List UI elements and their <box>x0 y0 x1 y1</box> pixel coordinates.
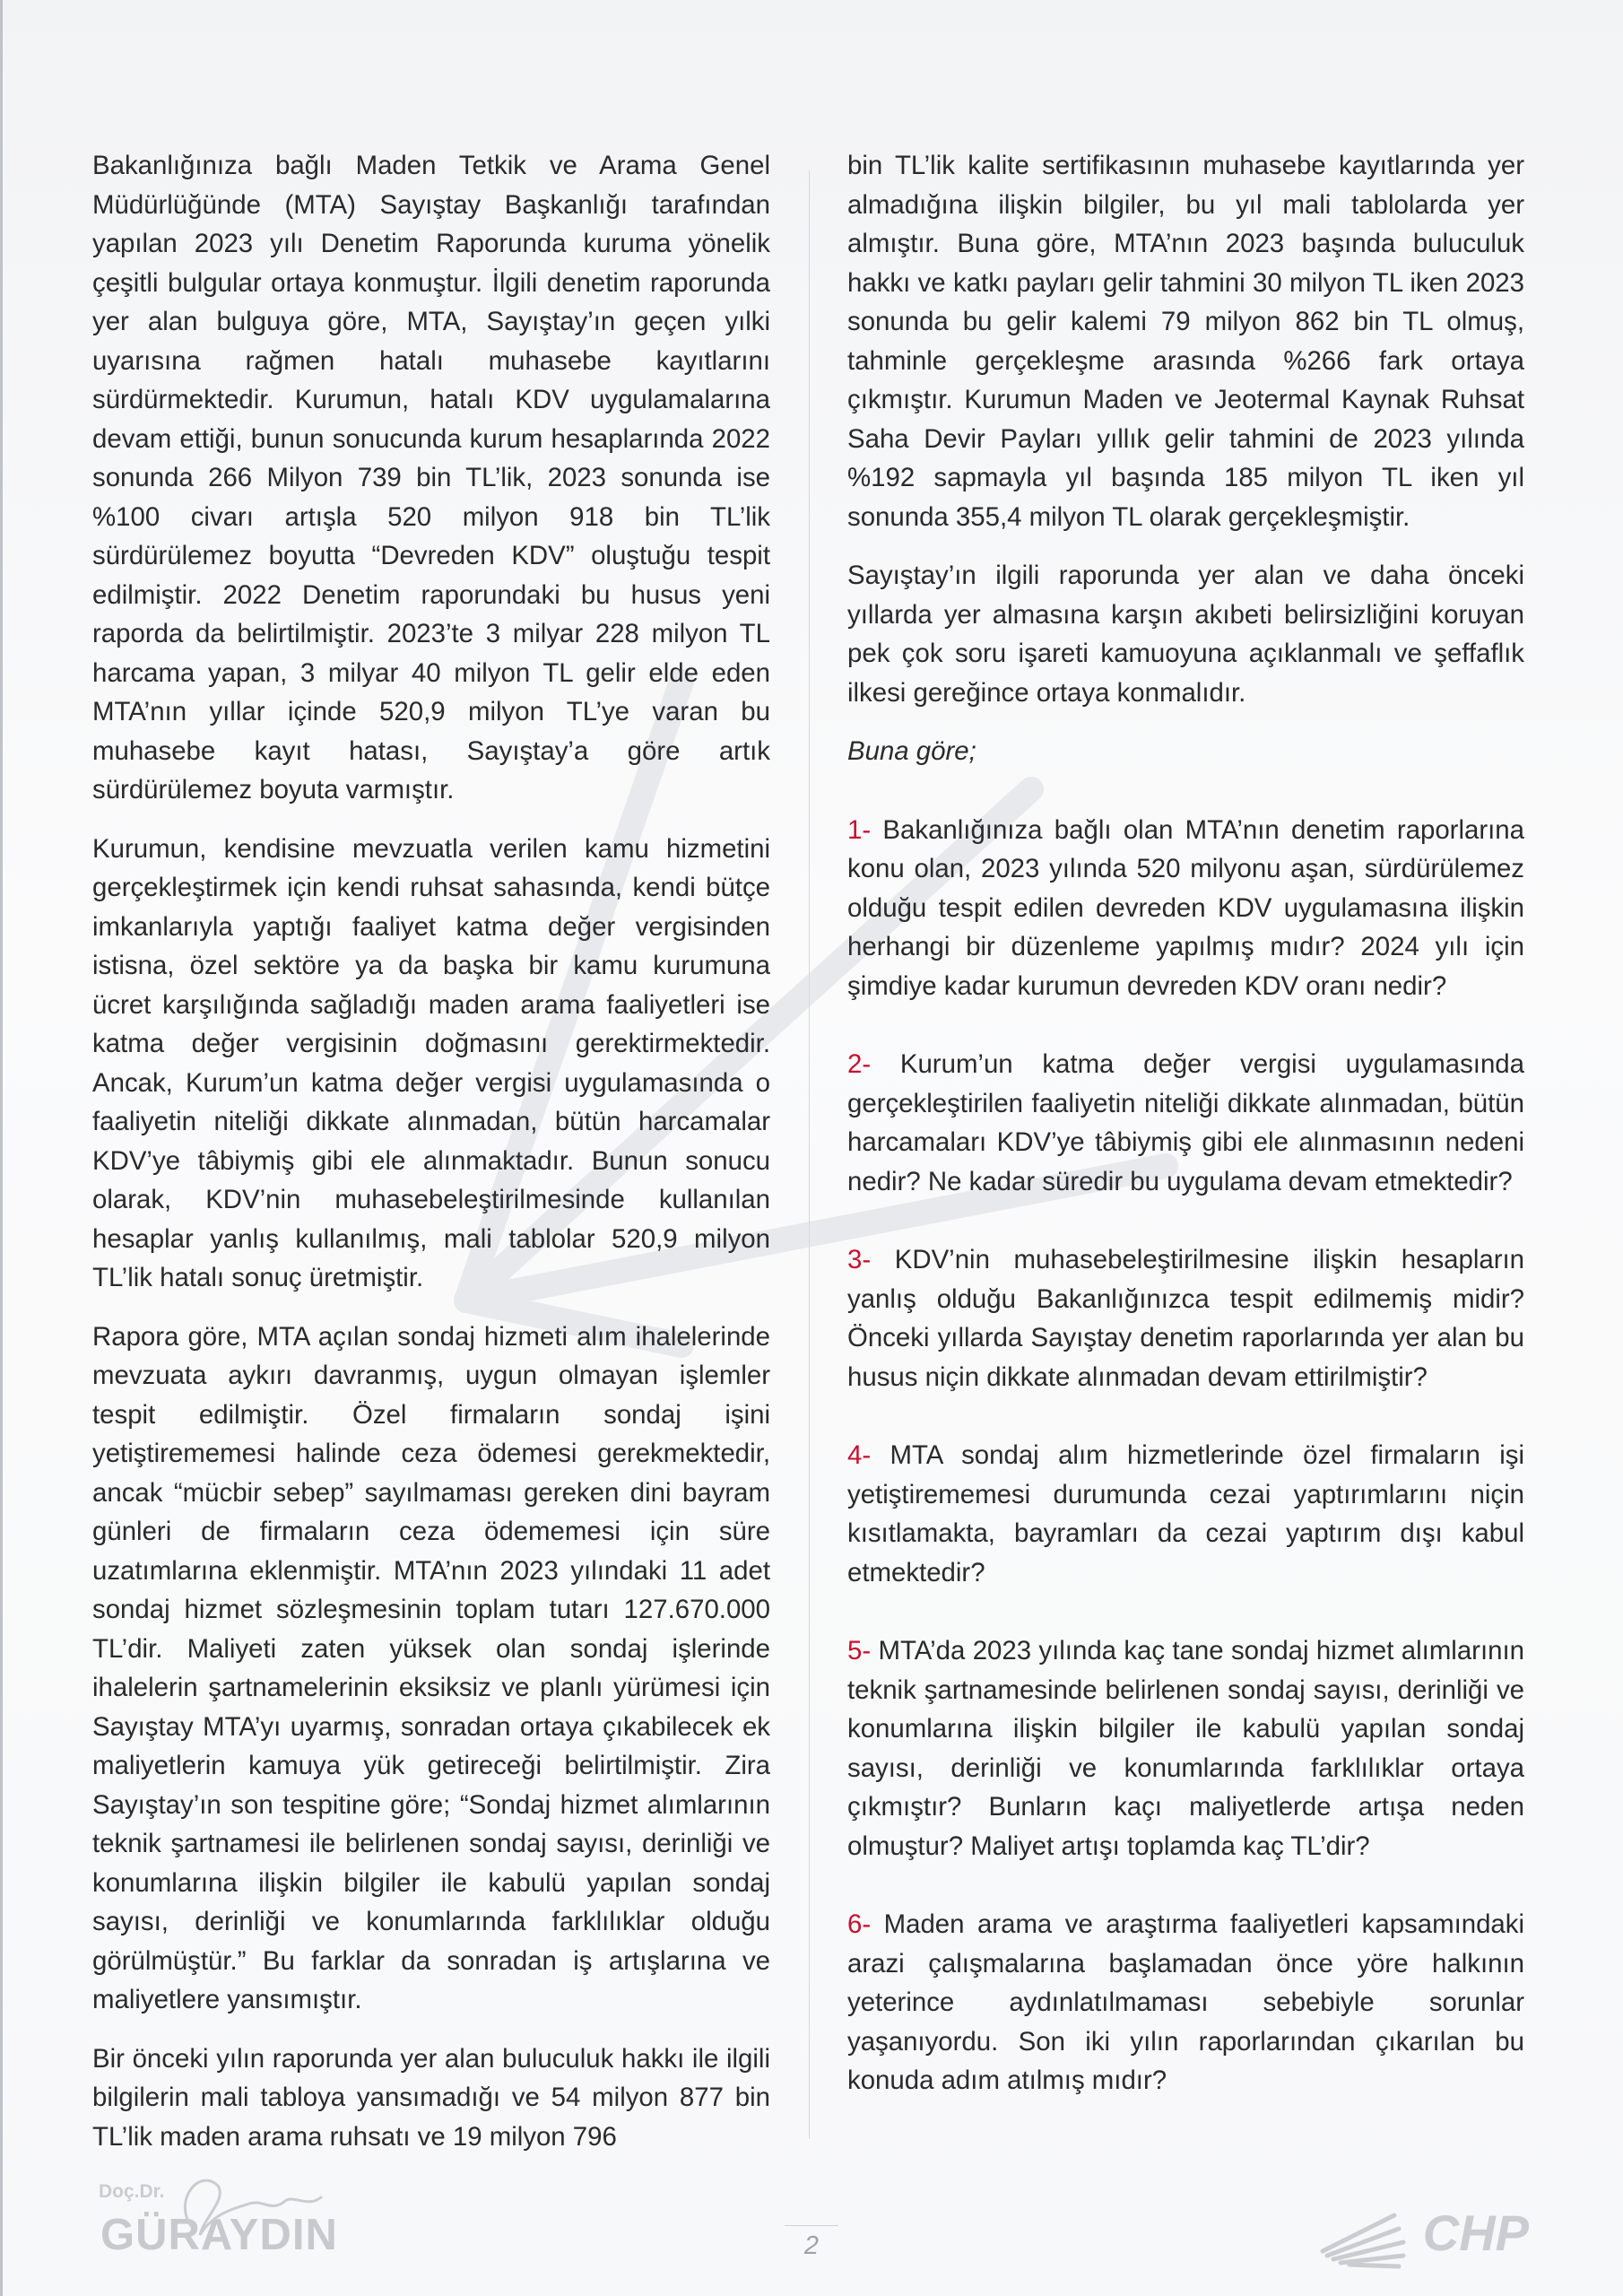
question-item <box>847 1436 1524 1592</box>
question-item <box>847 1631 1524 1866</box>
page-number: 2 <box>803 2231 820 2260</box>
paragraph: Bir önceki yılın raporunda yer alan buluculuk hakkı ile ilgili bilgilerin mali tabloya yansımadığı ve 54 milyon 877 bin TL’lik maden arama ruhsatı ve 19 milyon 796 <box>92 2043 770 2152</box>
paragraph: Sayıştay’ın ilgili raporunda yer alan ve daha önceki yıllarda yer almasına karşın akıbeti belirsizliğini koruyan pek çok soru işareti kamuoyuna açıklanmalı ve şeffaflık ilkesi gereğince ortaya konmalıdır. <box>847 561 1524 708</box>
signature-name: GÜRAYDIN <box>100 2211 338 2259</box>
question-text: KDV’nin muhasebeleştirilmesine ilişkin hesapların yanlış olduğu Bakanlığınızca tespit edilmemiş midir? Önceki yıllarda Sayıştay denetim raporlarında yer alan bu husus niçin dikkate alınmadan devam ettirilmiştir? <box>847 1245 1524 1392</box>
question-text: Bakanlığınıza bağlı olan MTA’nın denetim raporlarına konu olan, 2023 yılında 520 milyonu aşan, sürdürülemez olduğu tespit edilen devreden KDV uygulamasına ilişkin herhangi bir düzenleme yapılmış mıdır? 2024 yılı için şimdiye kadar kurumun devreden KDV oranı nedir? <box>847 814 1524 1001</box>
question-number: 2- <box>847 1049 872 1079</box>
question-item <box>847 811 1524 1006</box>
page-edge <box>0 0 3 2296</box>
question-text: MTA’da 2023 yılında kaç tane sondaj hizmet alımlarının teknik şartnamesinde belirlenen sondaj sayısı, derinliği ve konumlarına ilişkin bilgiler ile kabulü yapılan sondaj sayısı, derinliği ve konumlarında farklılıklar ortaya çıkmıştır? Bunların kaçı maliyetlerde artışa neden olmuştur? Maliyet artışı toplamda kaç TL’dir? <box>847 1636 1524 1861</box>
question-text: Kurum’un katma değer vergisi uygulamasında gerçekleştirilen faaliyetin niteliği dikkate alınmadan, bütün harcamaları KDV’ye tâbiymiş gibi ele alınmasının nedeni nedir? Ne kadar süredir bu uygulama devam etmektedir? <box>847 1049 1524 1196</box>
column-divider <box>809 170 810 2139</box>
paragraph: Rapora göre, MTA açılan sondaj hizmeti alım ihalelerinde mevzuata aykırı davranmış, uygun olmayan işlemler tespit edilmiştir. Özel firmaların sondaj işini yetiştirememesi halinde ceza ödemesi gerekmektedir, ancak “mücbir sebep” sayılmaması gereken dini bayram günleri de firmaların ceza ödememesi için süre uzatımlarına eklenmiştir. MTA’nın 2023 yılındaki 11 adet sondaj hizmet sözleşmesinin toplam tutarı 127.670.000 TL’dir. Maliyeti zaten yüksek olan sondaj işlerinde ihalelerin şartnamelerinin eksiksiz ve planlı yürümesi için Sayıştay MTA’yı uyarmış, sonradan ortaya çıkabilecek ek maliyetlerin kamuya yük getireceği belirtilmiştir. Zira Sayıştay’ın son tespitine göre; “Sondaj hizmet alımlarının teknik şartnamesi ile belirlenen sondaj sayısı, derinliği ve konumlarına ilişkin bilgiler ile kabulü yapılan sondaj sayısı, derinliği ve konumlarında farklılıklar olduğu görülmüştür.” Bu farklar da sonradan iş artışlarına ve maliyetlere yansımıştır. <box>92 1321 770 2014</box>
paragraph: bin TL’lik kalite sertifikasının muhasebe kayıtlarında yer almadığına ilişkin bilgiler, bu yıl mali tablolarda yer almıştır. Buna göre, MTA’nın 2023 başında buluculuk hakkı ve katkı payları gelir tahmini 30 milyon TL iken 2023 sonunda bu gelir kalemi 79 milyon 862 bin TL olmuş, tahminle gerçekleşme arasında %266 fark ortaya çıkmıştır. Kurumun Maden ve Jeotermal Kaynak Ruhsat Saha Devir Payları yıllık gelir tahmini de 2023 yılında %192 sapmayla yıl başında 185 milyon TL iken yıl sonunda 355,4 milyon TL olarak gerçekleşmiştir. <box>847 151 1524 532</box>
question-number: 5- <box>847 1636 872 1665</box>
logo-text: CHP <box>1422 2205 1529 2261</box>
signature-logo <box>97 2163 348 2262</box>
party-logo <box>1314 2202 1529 2269</box>
question-number: 6- <box>847 1909 872 1939</box>
footer-rule <box>785 2225 838 2226</box>
question-item <box>847 1045 1524 1201</box>
paragraph: Bakanlığınıza bağlı Maden Tetkik ve Arama Genel Müdürlüğünde (MTA) Sayıştay Başkanlığı tarafından yapılan 2023 yılı Denetim Raporunda kuruma yönelik çeşitli bulgular ortaya konmuştur. İlgili denetim raporunda yer alan bulguya göre, MTA, Sayıştay’ın geçen yılki uyarısına rağmen hatalı muhasebe kayıtlarını sürdürmektedir. Kurumun, hatalı KDV uygulamalarına devam ettiği, bunun sonucunda kurum hesaplarında 2022 sonunda 266 Milyon 739 bin TL’lik, 2023 sonunda ise %100 civarı artışla 520 milyon 918 bin TL’lik sürdürülemez boyutta “Devreden KDV” oluştuğu tespit edilmiştir. 2022 Denetim raporundaki bu husus yeni raporda da belirtilmiştir. 2023’te 3 milyar 228 milyon TL harcama yapan, 3 milyar 40 milyon TL gelir elde eden MTA’nın yıllar içinde 520,9 milyon TL’ye varan bu muhasebe kayıt hatası, Sayıştay’a göre artık sürdürülemez boyuta varmıştır. <box>92 151 770 804</box>
left-column <box>92 146 770 2176</box>
question-text: MTA sondaj alım hizmetlerinde özel firmaların işi yetiştirememesi durumunda cezai yaptırımlarını niçin kısıtlamakta, bayramları da cezai yaptırım dışı kabul etmektedir? <box>847 1440 1524 1587</box>
paragraph: Kurumun, kendisine mevzuatla verilen kamu hizmetini gerçekleştirmek için kendi ruhsat sahasında, kendi bütçe imkanlarıyla yaptığı faaliyet katma değer vergisinden istisna, özel sektöre ya da başka bir kamu kurumuna ücret karşılığında sağladığı maden arama faaliyetleri ise katma değer vergisinin doğmasını gerektirmektedir. Ancak, Kurum’un katma değer vergisi uygulamasında o faaliyetin niteliği dikkate alınmadan, bütün harcamalar KDV’ye tâbiymiş gibi ele alınmaktadır. Bunun sonucu olarak, KDV’nin muhasebeleştirilmesinde kullanılan hesaplar yanlış kullanılmış, mali tablolar 520,9 milyon TL’lik hatalı sonuç üretmiştir. <box>92 833 770 1292</box>
question-number: 1- <box>847 814 872 845</box>
question-number: 4- <box>847 1440 872 1470</box>
signature-title: Doç.Dr. <box>99 2181 165 2202</box>
question-number: 3- <box>847 1245 872 1274</box>
questions-intro: Buna göre; <box>847 736 976 766</box>
chp-rays-icon <box>1314 2202 1421 2269</box>
right-column <box>847 146 1524 2140</box>
question-item <box>847 1905 1524 2100</box>
question-text: Maden arama ve araştırma faaliyetleri kapsamındaki arazi çalışmalarına başlamadan önce yöre halkının yeterince aydınlatılmaması sebebiyle sorunlar yaşanıyordu. Son iki yılın raporlarından çıkarılan bu konuda adım atılmış mıdır? <box>847 1909 1524 2095</box>
question-item <box>847 1240 1524 1396</box>
handwritten-signature <box>164 2163 343 2253</box>
